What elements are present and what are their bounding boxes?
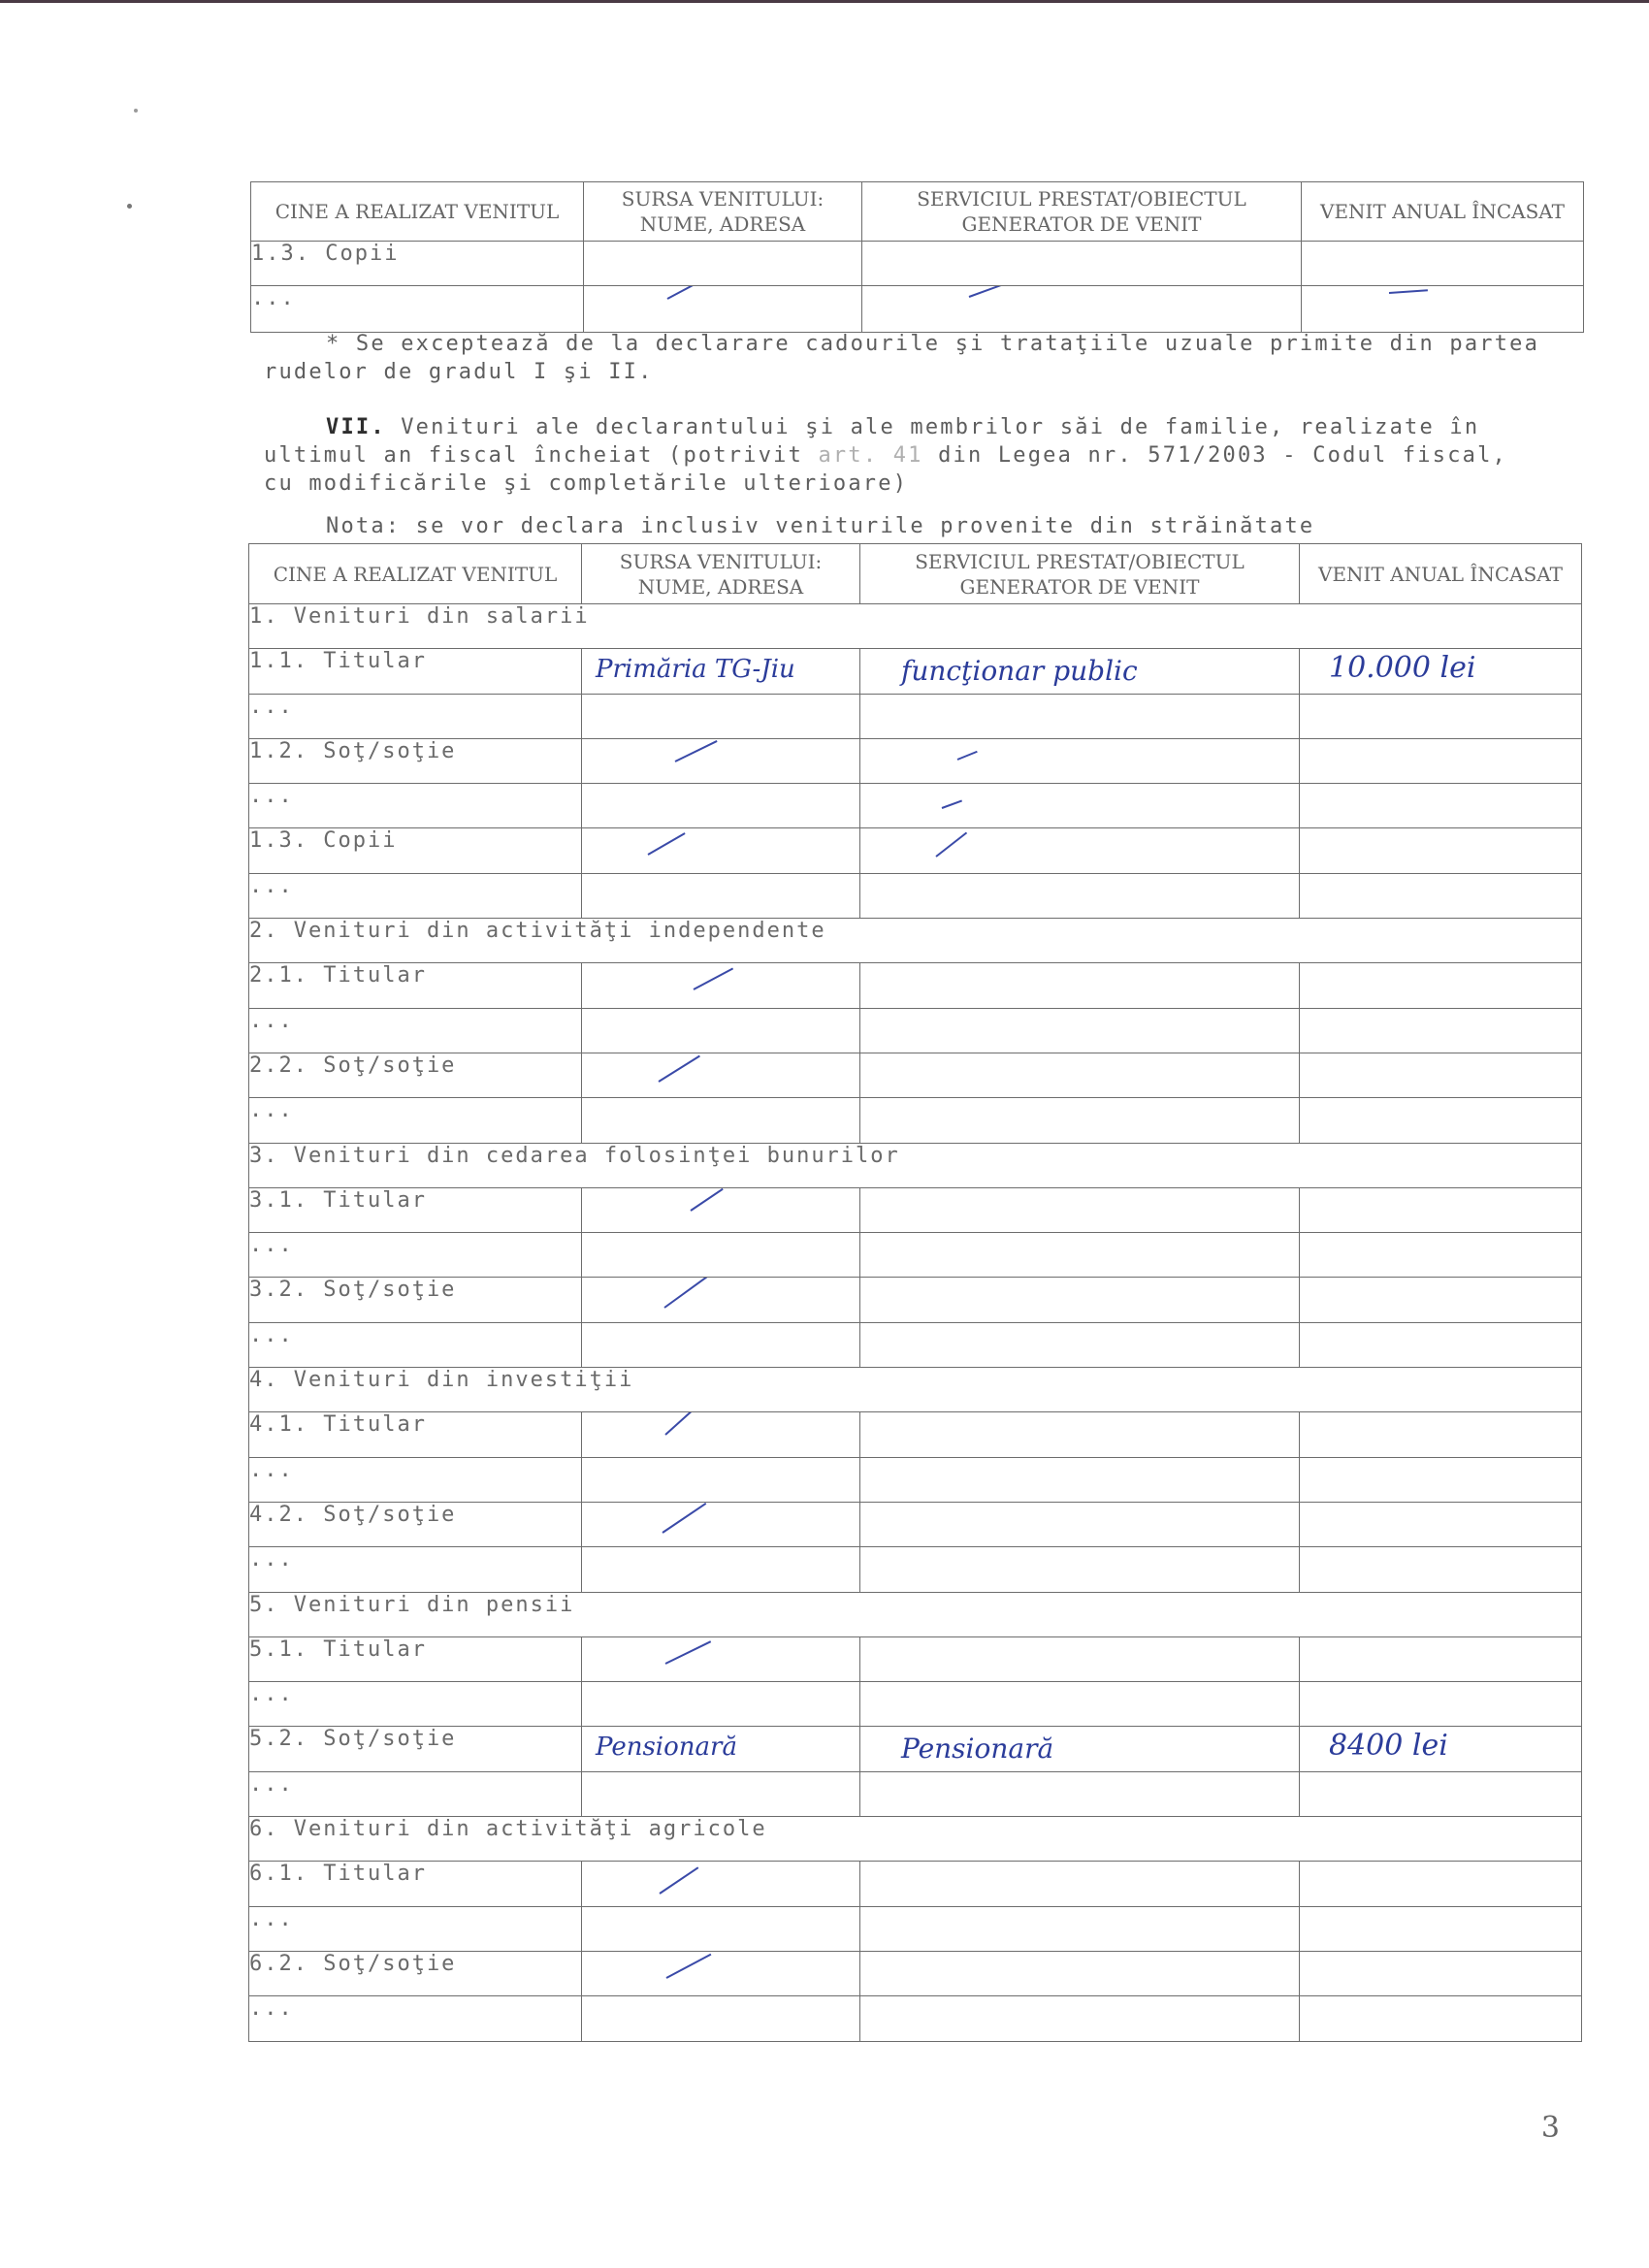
row-label: 1.3. Copii xyxy=(251,242,584,286)
header-service: SERVICIUL PRESTAT/OBIECTUL GENERATOR DE VENIT xyxy=(860,544,1300,604)
row-label: 2.2. Soţ/soţie xyxy=(249,1053,582,1097)
handwritten-dash xyxy=(935,832,967,858)
source-cell xyxy=(582,1996,860,2041)
amount-cell xyxy=(1300,1862,1582,1906)
service-cell xyxy=(860,1053,1300,1097)
table-row xyxy=(249,828,1582,873)
amount-cell xyxy=(1300,1636,1582,1681)
handwritten-dash xyxy=(969,286,1024,298)
table-row xyxy=(249,1412,1582,1457)
row-label: ... xyxy=(249,1771,582,1816)
source-cell xyxy=(582,1412,860,1457)
table-row xyxy=(249,1322,1582,1367)
table-row xyxy=(249,873,1582,918)
section-heading: 3. Venituri din cedarea folosinţei bunurilor xyxy=(249,1143,1582,1187)
row-label: 6.2. Soţ/soţie xyxy=(249,1951,582,1995)
row-label: 5.2. Soţ/soţie xyxy=(249,1727,582,1771)
amount-cell xyxy=(1300,694,1582,738)
row-label: 2.1. Titular xyxy=(249,963,582,1008)
handwritten-dash xyxy=(662,1503,706,1534)
source-cell xyxy=(582,1547,860,1592)
source-cell xyxy=(584,242,862,286)
section-vii-text: ultimul an fiscal încheiat (potrivit xyxy=(264,443,804,468)
header-source: SURSA VENITULUI: NUME, ADRESA xyxy=(584,182,862,242)
source-cell xyxy=(582,828,860,873)
row-label: 1.2. Soţ/soţie xyxy=(249,738,582,783)
table-row xyxy=(249,1727,1582,1771)
amount-cell xyxy=(1300,1682,1582,1727)
section-heading: 6. Venituri din activităţi agricole xyxy=(249,1817,1582,1862)
service-cell xyxy=(862,242,1302,286)
table-row xyxy=(249,1771,1582,1816)
service-cell xyxy=(860,1008,1300,1053)
amount-cell xyxy=(1300,738,1582,783)
row-label: ... xyxy=(249,1008,582,1053)
section-row xyxy=(249,1143,1582,1187)
table-row xyxy=(249,1636,1582,1681)
row-label: 1.3. Copii xyxy=(249,828,582,873)
amount-cell xyxy=(1300,1996,1582,2041)
header-who: CINE A REALIZAT VENITUL xyxy=(249,544,582,604)
source-cell xyxy=(582,1862,860,1906)
top-border-line xyxy=(0,0,1649,3)
service-cell xyxy=(860,1457,1300,1502)
row-label: 6.1. Titular xyxy=(249,1862,582,1906)
service-cell xyxy=(860,1187,1300,1232)
source-cell xyxy=(582,1008,860,1053)
table-row xyxy=(249,963,1582,1008)
foreign-income-note: Nota: se vor declara inclusiv veniturile provenite din străinătate xyxy=(326,514,1315,538)
table-row xyxy=(249,1862,1582,1906)
source-cell xyxy=(582,1951,860,1995)
section-vii-title: Venituri ale declarantului şi ale membrilor săi de familie, realizate în xyxy=(401,415,1480,439)
source-cell xyxy=(584,286,862,333)
table-row xyxy=(249,1457,1582,1502)
section-heading: 2. Venituri din activităţi independente xyxy=(249,919,1582,963)
table-row xyxy=(249,1008,1582,1053)
section-vii-line-3: cu modificările şi completările ulterioare) xyxy=(264,471,909,496)
section-row xyxy=(249,1368,1582,1412)
row-label: ... xyxy=(251,286,584,333)
amount-cell xyxy=(1300,1187,1582,1232)
source-cell xyxy=(582,873,860,918)
table-row xyxy=(249,784,1582,828)
amount-cell xyxy=(1300,1502,1582,1546)
source-cell xyxy=(582,1682,860,1727)
section-vii-line-1 xyxy=(326,414,1479,441)
scan-speck xyxy=(127,204,132,209)
source-cell xyxy=(582,1457,860,1502)
table-row xyxy=(249,1098,1582,1143)
amount-cell xyxy=(1300,1233,1582,1278)
table-row xyxy=(249,1053,1582,1097)
amount-cell xyxy=(1300,828,1582,873)
amount-cell xyxy=(1300,1008,1582,1053)
source-cell xyxy=(582,694,860,738)
source-cell xyxy=(582,1502,860,1546)
service-cell xyxy=(860,828,1300,873)
handwritten-dash xyxy=(675,740,718,762)
row-label: 4.2. Soţ/soţie xyxy=(249,1502,582,1546)
header-amount: VENIT ANUAL ÎNCASAT xyxy=(1300,544,1582,604)
source-cell xyxy=(582,738,860,783)
row-label: ... xyxy=(249,1906,582,1951)
row-label: 5.1. Titular xyxy=(249,1636,582,1681)
amount-cell xyxy=(1300,1457,1582,1502)
section-heading: 4. Venituri din investiţii xyxy=(249,1368,1582,1412)
handwritten-dash xyxy=(1389,289,1428,294)
amount-cell xyxy=(1300,1951,1582,1995)
amount-cell xyxy=(1300,1906,1582,1951)
service-cell xyxy=(860,738,1300,783)
row-label: ... xyxy=(249,1547,582,1592)
amount-cell xyxy=(1300,1412,1582,1457)
service-cell xyxy=(860,1636,1300,1681)
source-cell xyxy=(582,1187,860,1232)
row-label: ... xyxy=(249,1098,582,1143)
handwritten-amount: 10.000 lei xyxy=(1329,651,1476,686)
row-label: 3.2. Soţ/soţie xyxy=(249,1278,582,1322)
amount-cell xyxy=(1300,1053,1582,1097)
amount-cell xyxy=(1300,649,1582,694)
header-source: SURSA VENITULUI: NUME, ADRESA xyxy=(582,544,860,604)
page-number: 3 xyxy=(1540,2111,1560,2145)
source-cell xyxy=(582,1098,860,1143)
gift-note-line-2: rudelor de gradul I şi II. xyxy=(264,360,654,384)
handwritten-dash xyxy=(664,1412,701,1436)
handwritten-dash xyxy=(658,1055,699,1083)
row-label: ... xyxy=(249,784,582,828)
service-cell xyxy=(860,1322,1300,1367)
source-cell xyxy=(582,1636,860,1681)
amount-cell xyxy=(1302,286,1584,333)
section-heading: 5. Venituri din pensii xyxy=(249,1592,1582,1636)
header-amount: VENIT ANUAL ÎNCASAT xyxy=(1302,182,1584,242)
handwritten-dash xyxy=(942,800,962,809)
table-row xyxy=(249,649,1582,694)
row-label: 4.1. Titular xyxy=(249,1412,582,1457)
source-cell xyxy=(582,1727,860,1771)
section-row xyxy=(249,604,1582,649)
handwritten-dash xyxy=(667,286,713,300)
service-cell xyxy=(860,1771,1300,1816)
source-cell xyxy=(582,1278,860,1322)
source-cell xyxy=(582,1906,860,1951)
handwritten-dash xyxy=(957,751,978,761)
table-row xyxy=(249,1951,1582,1995)
service-cell xyxy=(860,1412,1300,1457)
amount-cell xyxy=(1300,1322,1582,1367)
amount-cell xyxy=(1302,242,1584,286)
service-cell xyxy=(862,286,1302,333)
handwritten-service: Pensionară xyxy=(901,1733,1054,1766)
handwritten-dash xyxy=(666,1954,712,1979)
amount-cell xyxy=(1300,1771,1582,1816)
section-row xyxy=(249,1592,1582,1636)
source-cell xyxy=(582,1322,860,1367)
handwritten-dash xyxy=(690,1188,723,1212)
amount-cell xyxy=(1300,873,1582,918)
income-table-vii xyxy=(248,543,1582,2042)
handwritten-dash xyxy=(665,1640,712,1665)
table-row xyxy=(249,694,1582,738)
source-cell xyxy=(582,1233,860,1278)
service-cell xyxy=(860,1098,1300,1143)
service-cell xyxy=(860,1547,1300,1592)
service-cell xyxy=(860,1996,1300,2041)
service-cell xyxy=(860,694,1300,738)
row-label: ... xyxy=(249,694,582,738)
service-cell xyxy=(860,1951,1300,1995)
handwritten-service: funcţionar public xyxy=(901,655,1138,688)
handwritten-dash xyxy=(694,968,734,990)
service-cell xyxy=(860,784,1300,828)
amount-cell xyxy=(1300,1727,1582,1771)
handwritten-dash xyxy=(659,1867,698,1895)
amount-cell xyxy=(1300,784,1582,828)
table-row xyxy=(249,738,1582,783)
service-cell xyxy=(860,1502,1300,1546)
row-label: ... xyxy=(249,1233,582,1278)
table-row xyxy=(249,1233,1582,1278)
table-row xyxy=(249,1547,1582,1592)
table-row xyxy=(249,1502,1582,1546)
legal-reference: art. 41 xyxy=(818,443,923,468)
gift-note-line-1: * Se exceptează de la declarare cadourile şi trataţiile uzuale primite din partea xyxy=(326,332,1540,356)
table-row xyxy=(249,1906,1582,1951)
service-cell xyxy=(860,873,1300,918)
table-row xyxy=(249,1278,1582,1322)
service-cell xyxy=(860,963,1300,1008)
source-cell xyxy=(582,1771,860,1816)
handwritten-dash xyxy=(648,833,686,857)
header-service: SERVICIUL PRESTAT/OBIECTUL GENERATOR DE VENIT xyxy=(862,182,1302,242)
top-income-table xyxy=(250,181,1584,333)
source-cell xyxy=(582,649,860,694)
source-cell xyxy=(582,1053,860,1097)
source-cell xyxy=(582,784,860,828)
service-cell xyxy=(860,1727,1300,1771)
section-vii-text: din Legea nr. 571/2003 - Codul fiscal, xyxy=(938,443,1507,468)
row-label: ... xyxy=(249,873,582,918)
scan-speck xyxy=(134,109,138,113)
row-label: ... xyxy=(249,1322,582,1367)
row-label: 1.1. Titular xyxy=(249,649,582,694)
service-cell xyxy=(860,649,1300,694)
table-row xyxy=(249,1682,1582,1727)
table-row xyxy=(249,1996,1582,2041)
service-cell xyxy=(860,1906,1300,1951)
row-label: 3.1. Titular xyxy=(249,1187,582,1232)
section-row xyxy=(249,919,1582,963)
amount-cell xyxy=(1300,1278,1582,1322)
service-cell xyxy=(860,1233,1300,1278)
source-cell xyxy=(582,963,860,1008)
row-label: ... xyxy=(249,1457,582,1502)
service-cell xyxy=(860,1682,1300,1727)
handwritten-dash xyxy=(663,1278,707,1309)
section-row xyxy=(249,1817,1582,1862)
amount-cell xyxy=(1300,1098,1582,1143)
header-who: CINE A REALIZAT VENITUL xyxy=(251,182,584,242)
handwritten-source: Primăria TG-Jiu xyxy=(596,655,795,685)
handwritten-amount: 8400 lei xyxy=(1329,1729,1448,1764)
service-cell xyxy=(860,1278,1300,1322)
section-heading: 1. Venituri din salarii xyxy=(249,604,1582,649)
amount-cell xyxy=(1300,963,1582,1008)
section-vii-number: VII. xyxy=(326,415,386,439)
section-vii-line-2 xyxy=(264,442,1507,470)
amount-cell xyxy=(1300,1547,1582,1592)
service-cell xyxy=(860,1862,1300,1906)
row-label: ... xyxy=(249,1996,582,2041)
handwritten-source: Pensionară xyxy=(596,1733,737,1763)
table-row xyxy=(249,1187,1582,1232)
row-label: ... xyxy=(249,1682,582,1727)
